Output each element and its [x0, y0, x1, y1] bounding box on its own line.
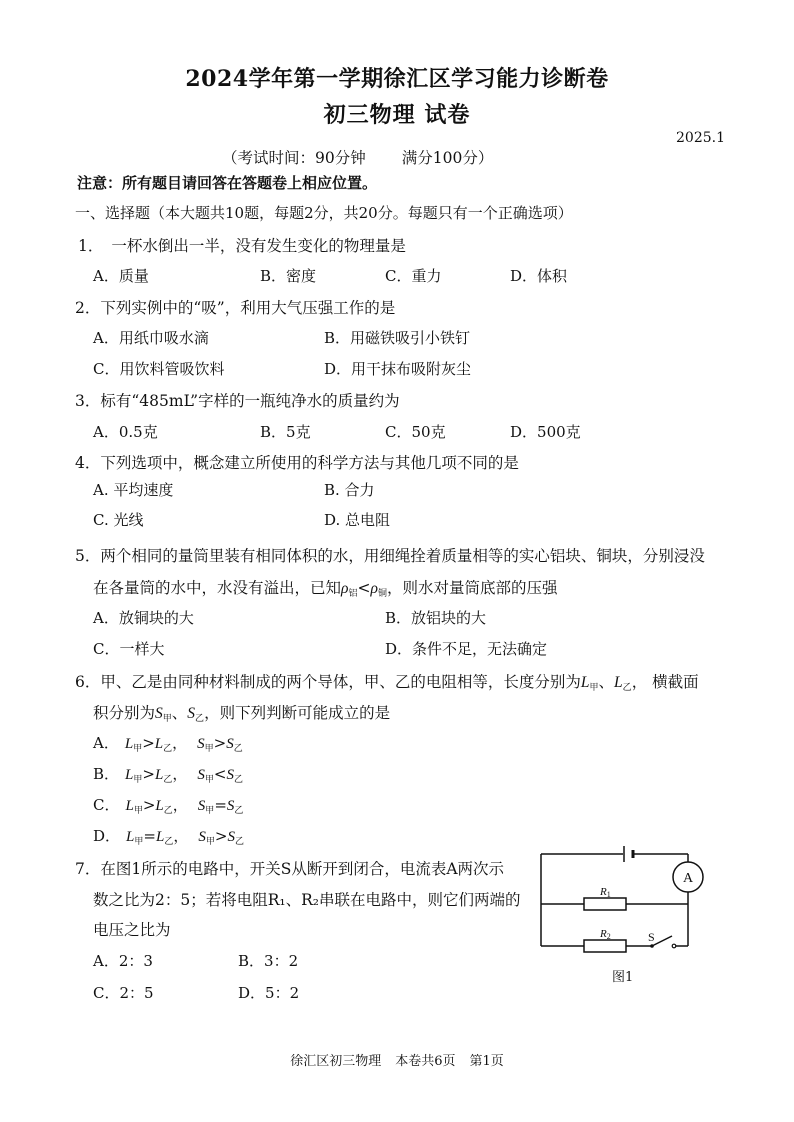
s-symbol: S	[198, 829, 206, 845]
option-letter: D．	[93, 827, 121, 845]
option-d: D．条件不足，无法确定	[385, 640, 548, 658]
footer-page: 第1页	[469, 1054, 504, 1069]
option-a: A．放铜块的大	[93, 609, 194, 627]
separator: ，	[173, 827, 189, 845]
option-d: D．5：2	[238, 984, 300, 1002]
l-symbol: L	[125, 767, 134, 783]
option-c: C. 光线	[93, 511, 144, 529]
question-stem: 积分别为	[93, 704, 156, 722]
relation: >	[142, 765, 155, 783]
l-symbol: L	[580, 674, 590, 691]
question-stem: 一杯水倒出一半，没有发生变化的物理量是	[111, 237, 406, 255]
ammeter-label: A	[682, 871, 694, 886]
subscript-jia: 甲	[204, 744, 214, 754]
question-5-line1	[75, 544, 705, 566]
option-b: B．密度	[260, 267, 317, 285]
subscript-yi: 乙	[234, 837, 244, 847]
figure-caption: 图1	[612, 970, 634, 985]
l-symbol: L	[614, 674, 623, 691]
s-symbol: S	[187, 705, 196, 722]
question-5-line2	[93, 576, 557, 599]
notice: 注意：所有题目请回答在答题卷上相应位置。	[77, 174, 378, 192]
switch-label: S	[648, 930, 655, 944]
option-b: B．3：2	[238, 952, 299, 970]
subscript-yi: 乙	[233, 744, 243, 754]
question-stem: ，则水对量筒底部的压强	[386, 579, 558, 597]
subscript-jia: 甲	[134, 837, 144, 847]
option-a: A．用纸巾吸水滴	[93, 329, 209, 347]
option-letter: B．	[93, 765, 120, 783]
option-b: B．5克	[260, 423, 311, 441]
question-stem: 标有“485mL”字样的一瓶纯净水的质量约为	[100, 392, 400, 410]
subscript-yi: 乙	[163, 806, 173, 816]
r2-label: R2	[600, 928, 611, 941]
less-than: <	[357, 579, 371, 597]
subscript-jia: 甲	[589, 683, 599, 693]
separator: 、	[598, 673, 615, 691]
option-d: D．体积	[510, 267, 568, 285]
option-c: C．一样大	[93, 640, 165, 658]
rho-symbol: ρ	[341, 580, 349, 597]
s-symbol: S	[197, 798, 206, 814]
relation: =	[143, 827, 156, 845]
question-3	[75, 389, 400, 411]
question-stem: 在图1所示的电路中，开关S从断开到闭合，电流表A两次示	[100, 860, 505, 878]
l-symbol: L	[155, 829, 165, 845]
option-letter: C．	[93, 796, 120, 814]
section-title: 一、选择题（本大题共10题，每题2分，共20分。每题只有一个正确选项）	[75, 204, 573, 222]
relation: >	[213, 734, 227, 752]
subscript-jia: 甲	[133, 775, 143, 785]
option-c: C．50克	[385, 423, 446, 441]
s-symbol: S	[227, 829, 235, 845]
option-b: B．放铝块的大	[385, 609, 487, 627]
question-7-line2: 数之比为2：5；若将电阻R₁、R₂串联在电路中，则它们两端的	[93, 891, 521, 909]
option-c	[93, 794, 243, 816]
relation: >	[142, 796, 156, 814]
subscript-yi: 乙	[163, 775, 173, 785]
question-6-line2	[93, 701, 390, 724]
l-symbol: L	[125, 798, 134, 814]
rho-symbol: ρ	[370, 580, 378, 597]
question-number: 6．	[75, 673, 101, 691]
question-2	[75, 296, 395, 318]
question-number: 4．	[75, 454, 101, 472]
question-stem: 甲、乙是由同种材料制成的两个导体，甲、乙的电阻相等，长度分别为	[100, 673, 581, 691]
question-7-line3: 电压之比为	[93, 921, 171, 939]
switch-contact	[672, 944, 676, 948]
s-symbol: S	[226, 767, 234, 783]
relation: <	[213, 765, 227, 783]
question-number: 1．	[78, 237, 104, 255]
question-stem: 下列实例中的“吸”，利用大气压强工作的是	[100, 299, 396, 317]
option-a: A．质量	[93, 267, 149, 285]
question-7-line1	[75, 857, 504, 879]
s-symbol: S	[197, 736, 205, 752]
question-number: 2．	[75, 299, 101, 317]
switch-blade	[652, 936, 672, 946]
subscript-yi: 乙	[234, 806, 244, 816]
resistor-r1	[584, 898, 626, 910]
question-stem: ， 横截面	[631, 673, 699, 691]
relation: =	[214, 796, 227, 814]
option-b: B．用磁铁吸引小铁钉	[324, 329, 471, 347]
option-c: C．用饮料管吸饮料	[93, 360, 225, 378]
option-a: A．0.5克	[93, 423, 158, 441]
question-stem: 下列选项中，概念建立所使用的科学方法与其他几项不同的是	[100, 454, 519, 472]
option-letter: A．	[93, 734, 119, 752]
question-stem: 两个相同的量筒里装有相同体积的水，用细绳拴着质量相等的实心铝块、铜块，分别浸没	[100, 547, 705, 565]
question-1	[78, 234, 406, 256]
exam-time: （考试时间：90分钟	[222, 149, 366, 167]
separator: ，	[172, 734, 188, 752]
separator: 、	[171, 704, 188, 722]
exam-info	[222, 146, 493, 168]
full-score: 满分100分）	[401, 149, 494, 167]
option-c: C．重力	[385, 267, 442, 285]
l-symbol: L	[124, 736, 134, 752]
switch-contact	[650, 944, 654, 948]
s-symbol: S	[197, 767, 205, 783]
subscript-jia: 甲	[162, 714, 172, 724]
option-b	[93, 763, 243, 785]
option-a	[93, 732, 243, 754]
subscript-yi: 乙	[163, 744, 173, 754]
question-stem: ，则下列判断可能成立的是	[204, 704, 391, 722]
footer-pages: 本卷共6页	[395, 1054, 456, 1069]
question-number: 3．	[75, 392, 101, 410]
s-symbol: S	[155, 705, 163, 722]
s-symbol: S	[226, 798, 235, 814]
subscript-yi: 乙	[233, 775, 243, 785]
page-footer	[0, 1050, 794, 1069]
l-symbol: L	[155, 798, 164, 814]
subscript-jia: 甲	[205, 837, 215, 847]
subscript-yi: 乙	[195, 714, 205, 724]
subscript-cu: 铜	[377, 589, 387, 599]
exam-subtitle: 初三物理 试卷	[323, 102, 471, 128]
separator: ，	[172, 796, 188, 814]
question-6-line1	[75, 670, 699, 693]
exam-title: 2024学年第一学期徐汇区学习能力诊断卷	[185, 66, 609, 92]
subscript-jia: 甲	[204, 775, 214, 785]
subscript-yi: 乙	[622, 683, 632, 693]
r1-label: R1	[600, 886, 611, 899]
option-d: D．用干抹布吸附灰尘	[324, 360, 472, 378]
separator: ，	[172, 765, 188, 783]
footer-school: 徐汇区初三物理	[290, 1054, 382, 1069]
question-number: 5．	[75, 547, 101, 565]
l-symbol: L	[154, 767, 164, 783]
l-symbol: L	[154, 736, 164, 752]
l-symbol: L	[126, 829, 135, 845]
option-a: A. 平均速度	[93, 481, 174, 499]
subscript-jia: 甲	[133, 806, 143, 816]
question-stem: 在各量筒的水中，水没有溢出，已知	[93, 579, 342, 597]
question-4	[75, 451, 519, 473]
exam-date: 2025.1	[676, 130, 725, 146]
subscript-jia: 甲	[205, 806, 215, 816]
resistor-r2	[584, 940, 626, 952]
subscript-yi: 乙	[164, 837, 174, 847]
option-a: A．2：3	[93, 952, 153, 970]
s-symbol: S	[226, 736, 234, 752]
option-c: C．2：5	[93, 984, 154, 1002]
option-d: D．500克	[510, 423, 581, 441]
option-d	[93, 825, 244, 847]
relation: >	[142, 734, 155, 752]
option-b: B. 合力	[324, 481, 375, 499]
circuit-diagram	[530, 838, 710, 968]
relation: >	[214, 827, 228, 845]
option-d: D. 总电阻	[324, 511, 391, 529]
subscript-jia: 甲	[133, 744, 143, 754]
subscript-al: 铝	[348, 589, 358, 599]
question-number: 7．	[75, 860, 101, 878]
